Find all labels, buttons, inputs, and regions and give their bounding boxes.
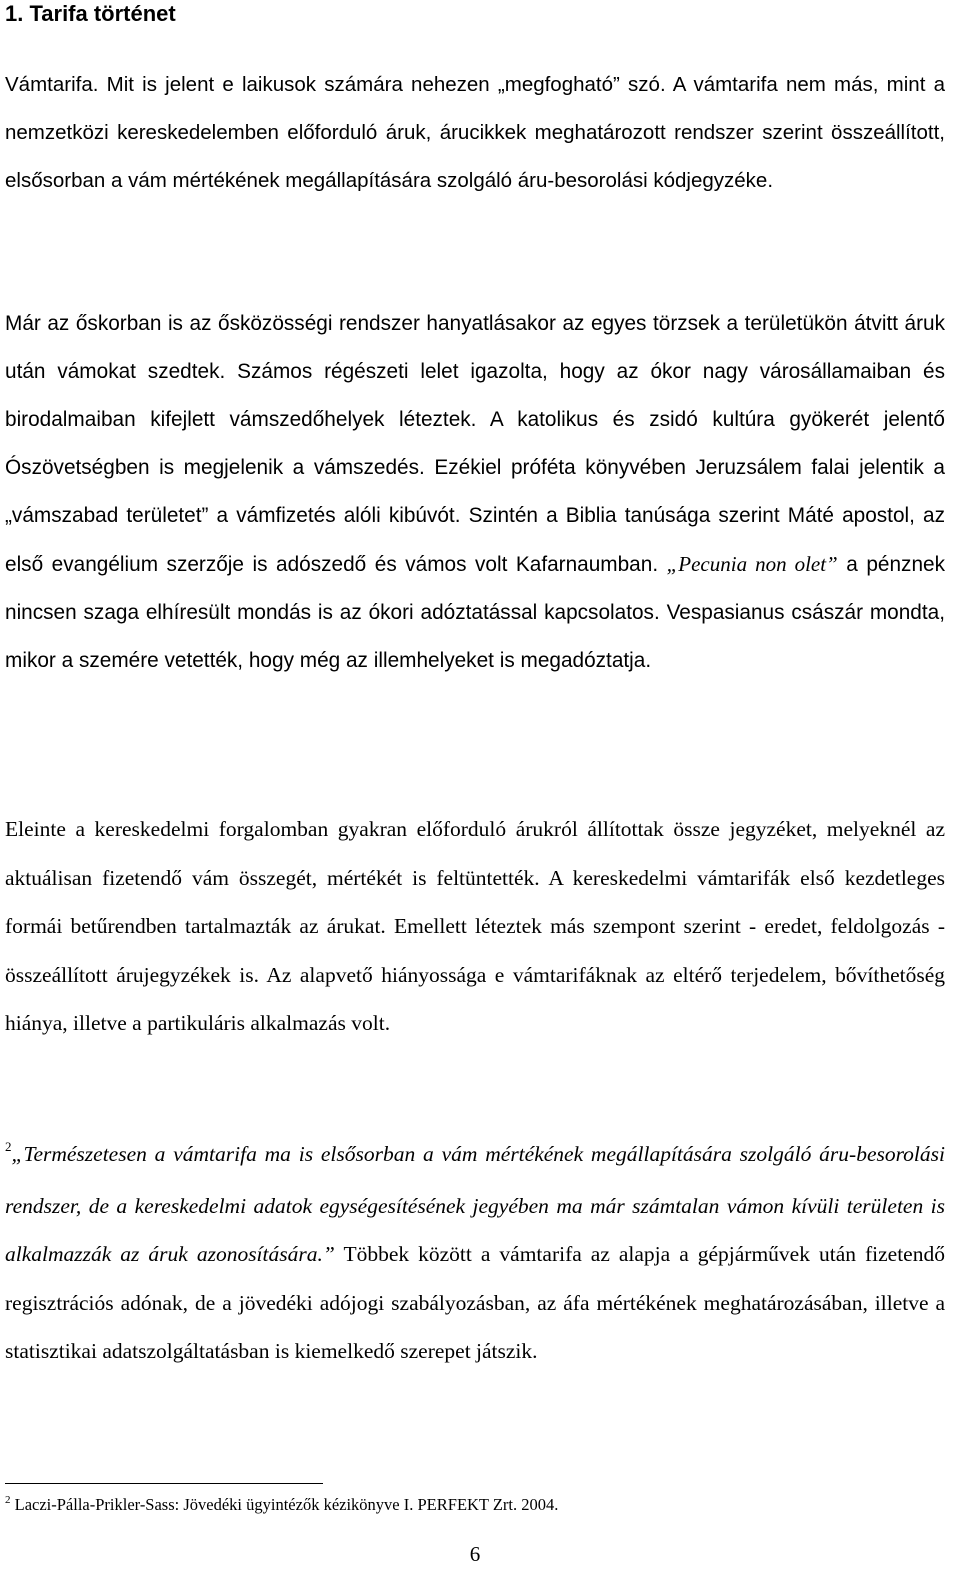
latin-quote: „Pecunia non olet”	[666, 552, 838, 576]
footnote	[5, 1494, 558, 1518]
paragraph-history	[5, 300, 945, 685]
footnote-text: Laczi-Pálla-Prikler-Sass: Jövedéki ügyintézők kézikönyve I. PERFEKT Zrt. 2004.	[10, 1495, 559, 1514]
section-heading: 1. Tarifa történet	[5, 1, 176, 26]
paragraph-modern-tariff	[5, 1130, 945, 1376]
quoted-definition: „Természetesen a vámtarifa ma is elsősorban a vám mértékének megállapítására szolgáló áru-besorolási rendszer, de a kereskedelmi adatok egységesítésének jegyében ma már számtalan vámon kívüli területen is alkalmazzák az áruk azonosítására.”	[5, 1142, 945, 1266]
page-number: 6	[469, 1542, 481, 1566]
paragraph-early-tariffs: Eleinte a kereskedelmi forgalomban gyakran előforduló árukról állítottak össze jegyzéket, melyeknél az aktuálisan fizetendő vám összegét, mértékét is feltüntették. A kereskedelmi vámtarifák első kezdetleges formái betűrendben tartalmazták az árukat. Emellett léteztek más szempont szerint - eredet, feldolgozás - összeállított árujegyzékek is. Az alapvető hiányossága e vámtarifáknak az eltérő terjedelem, bővíthetőség hiánya, illetve a partikuláris alkalmazás volt.	[5, 817, 945, 1035]
paragraph-history-text-a: Már az őskorban is az ősközösségi rendszer hanyatlásakor az egyes törzsek a területükön átvitt áruk után vámokat szedtek. Számos régészeti lelet igazolta, hogy az ókor nagy városállamaiban és birodalmaiban kifejlett vámszedőhelyek léteztek. A katolikus és zsidó kultúra gyökerét jelentő Ószövetségben is megjelenik a vámszedés. Ezékiel próféta könyvében Jeruzsálem falai jelentik a „vámszabad területet” a vámfizetés alóli kibúvót. Szintén a Biblia tanúsága szerint Máté apostol, az első evangélium szerzője is adószedő és vámos volt Kafarnaumban.	[5, 312, 945, 576]
footnote-reference[interactable]: 2	[5, 1139, 12, 1154]
paragraph-modern-tariff-text: Többek között a vámtarifa az alapja a gépjárművek után fizetendő regisztrációs adónak, de a jövedéki adójogi szabályozásban, az áfa mértékének meghatározásában, illetve a statisztikai adatszolgáltatásban is kiemelkedő szerepet játszik.	[5, 1242, 945, 1363]
footnote-marker: 2	[5, 1494, 11, 1506]
paragraph-definition: Vámtarifa. Mit is jelent e laikusok számára nehezen „megfogható” szó. A vámtarifa nem más, mint a nemzetközi kereskedelemben előforduló áruk, árucikkek meghatározott rendszer szerint összeállított, elsősorban a vám mértékének megállapítására szolgáló áru-besorolási kódjegyzéke.	[5, 73, 945, 192]
footnote-divider	[5, 1483, 323, 1484]
paragraph-history-text-b: a pénznek nincsen szaga elhíresült mondás is az ókori adóztatással kapcsolatos. Vespasianus császár mondta, mikor a szemére vetették, hogy még az illemhelyeket is megadóztatja.	[5, 553, 945, 672]
